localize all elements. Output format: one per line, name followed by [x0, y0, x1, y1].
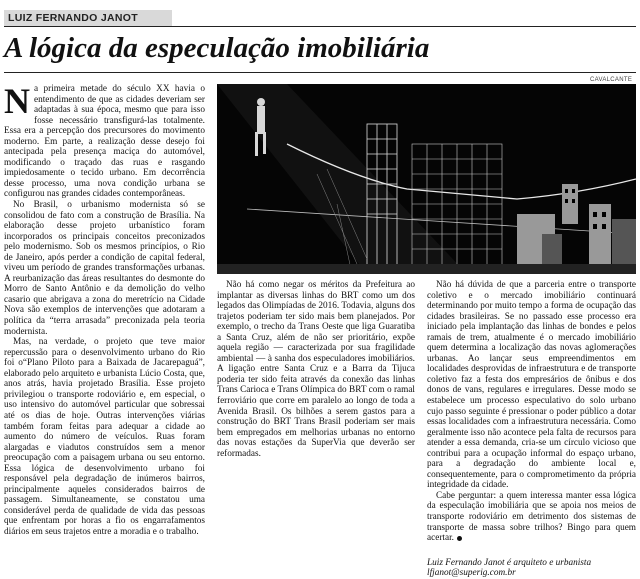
article-paragraph-2: No Brasil, o urbanismo modernista só se consolidou de fato com a construção de Brasília. Na elaboração desse projeto urbanístico foram incorporados os principais conceitos preconizados pelo modernismo. Sob os mesmos princípios, o Rio de Janeiro, após perder a condição de capital federal, viveu um período de grandes transformações urbanas. A reurbanização das áreas resultantes do desmonte do Morro de Santo Antônio e da demolição do velho casario que abrigava a zona do meretrício na Cidade Nova são exemplos de intervenções que adotaram a política da “terra arrasada” preconizada pela teoria modernista. [4, 200, 205, 337]
article-headline: A lógica da especulação imobiliária [4, 32, 430, 64]
end-mark-icon [457, 536, 462, 541]
article-paragraph-4: Não há como negar os méritos da Prefeitura ao implantar as diversas linhas do BRT como um dos legados das Olimpíadas de 2016. Todavia, alguns dos trajetos poderiam ter sido mais bem planejados. Por exemplo, o trecho da Trans Oeste que liga Guaratiba a Santa Cruz, além de não ser prioritário, expõe aquela região — caracterizada por sua fragilidade ambiental — à sanha dos especuladores imobiliários. A ligação entre Santa Cruz e a Barra da Tijuca poderia ter sido feita através da conexão das linhas Trans Carioca e Trans Olímpica do BRT com o ramal ferroviário que corre em paralelo ao longo de toda a Avenida Brasil. Os bilhões a serem gastos para a construção do BRT Trans Brasil poderiam ser mais bem empregados em melhorias urbanas no entorno das novas estações da SuperVia que deverão ser reformadas. [217, 280, 415, 459]
article-paragraph-1: Na primeira metade do século XX havia o entendimento de que as cidades deveriam ser adaptadas à sua época, mesmo que para isso fosse necessário transfigurá-las totalmente. Essa era a percepção dos precursores do movimento moderno. Em parte, a realização desse desejo foi antecipada pela presença maciça do automóvel, modificando o traçado das ruas e rasgando impiedosamente o tecido urbano. Em decorrência desse processo, uma nova condição urbana se configurou nas grandes cidades contemporâneas. [4, 81, 205, 200]
article-paragraph-5: Não há dúvida de que a parceria entre o transporte coletivo e o mercado imobiliário continuará determinando por muito tempo a forma de ocupação das cidades brasileiras. Se no passado esse processo era iniciado pela implantação das linhas de bondes e pelos ramais de trem, atualmente é o mercado imobiliário quem determina a localização das novas aglomerações urbanas. Ao lançar seus empreendimentos em localidades desprovidas de infraestrutura e de transporte coletivo faz a festa dos empresários de ônibus e dos donos de vans, regulares e irregulares. Desse modo se estabelece um processo especulativo do solo urbano cujo passo seguinte é pressionar o poder público a dotar essas localidades com a infraestrutura necessária. Como geralmente isso não acontece pela falta de recursos para atender a essa demanda, cria-se um círculo vicioso que contribui para a ocupação informal do espaço urbano, para a degradação do ambiente local e, consequentemente, para o comprometimento da própria integridade da cidade. [427, 280, 636, 491]
headline-rule [4, 72, 636, 73]
author-email: lfjanot@superig.com.br [427, 568, 516, 579]
article-column-1 [4, 81, 205, 538]
article-column-3 [427, 280, 636, 579]
illustration-credit: CAVALCANTE [590, 77, 633, 83]
article-paragraph-3: Mas, na verdade, o projeto que teve maior repercussão para o desenvolvimento urbano do Rio foi o“Plano Piloto para a Baixada de Jacarepaguá”, elaborado pelo arquiteto e urbanista Lúcio Costa, que, anos atrás, havia projetado Brasília. Esse projeto privilegiou o transporte rodoviário e, em especial, o uso intensivo do automóvel particular que sobressai até os dias de hoje. Outras intervenções viárias também foram feitas para adequar a cidade ao aumento do número de veículos. Ruas foram alargadas e viadutos construídos sem a menor preocupação com a paisagem urbana ou seu entorno. Essa lógica de desenvolvimento urbano foi responsável pela degradação de inúmeros bairros, principalmente aqueles considerados bairros de passagem. Simultaneamente, se constatou uma considerável perda de qualidade de vida das pessoas que enfrentam por horas a fio os engarrafamentos diários em seus trajetos entre a moradia e o trabalho. [4, 337, 205, 537]
drop-cap: N [4, 81, 30, 121]
author-name-tab: LUIZ FERNANDO JANOT [4, 10, 172, 26]
article-column-2 [217, 280, 415, 459]
top-rule [4, 26, 636, 27]
city-skyline-illustration-icon [217, 84, 636, 274]
article-paragraph-6: Cabe perguntar: a quem interessa manter essa lógica da especulação imobiliária que se apoia nos meios de transporte rodoviário em detrimento dos sistemas de transporte de massa sobre trilhos? Bingo para quem acertar. [427, 490, 636, 544]
author-bio: Luiz Fernando Janot é arquiteto e urbanista [427, 557, 592, 568]
